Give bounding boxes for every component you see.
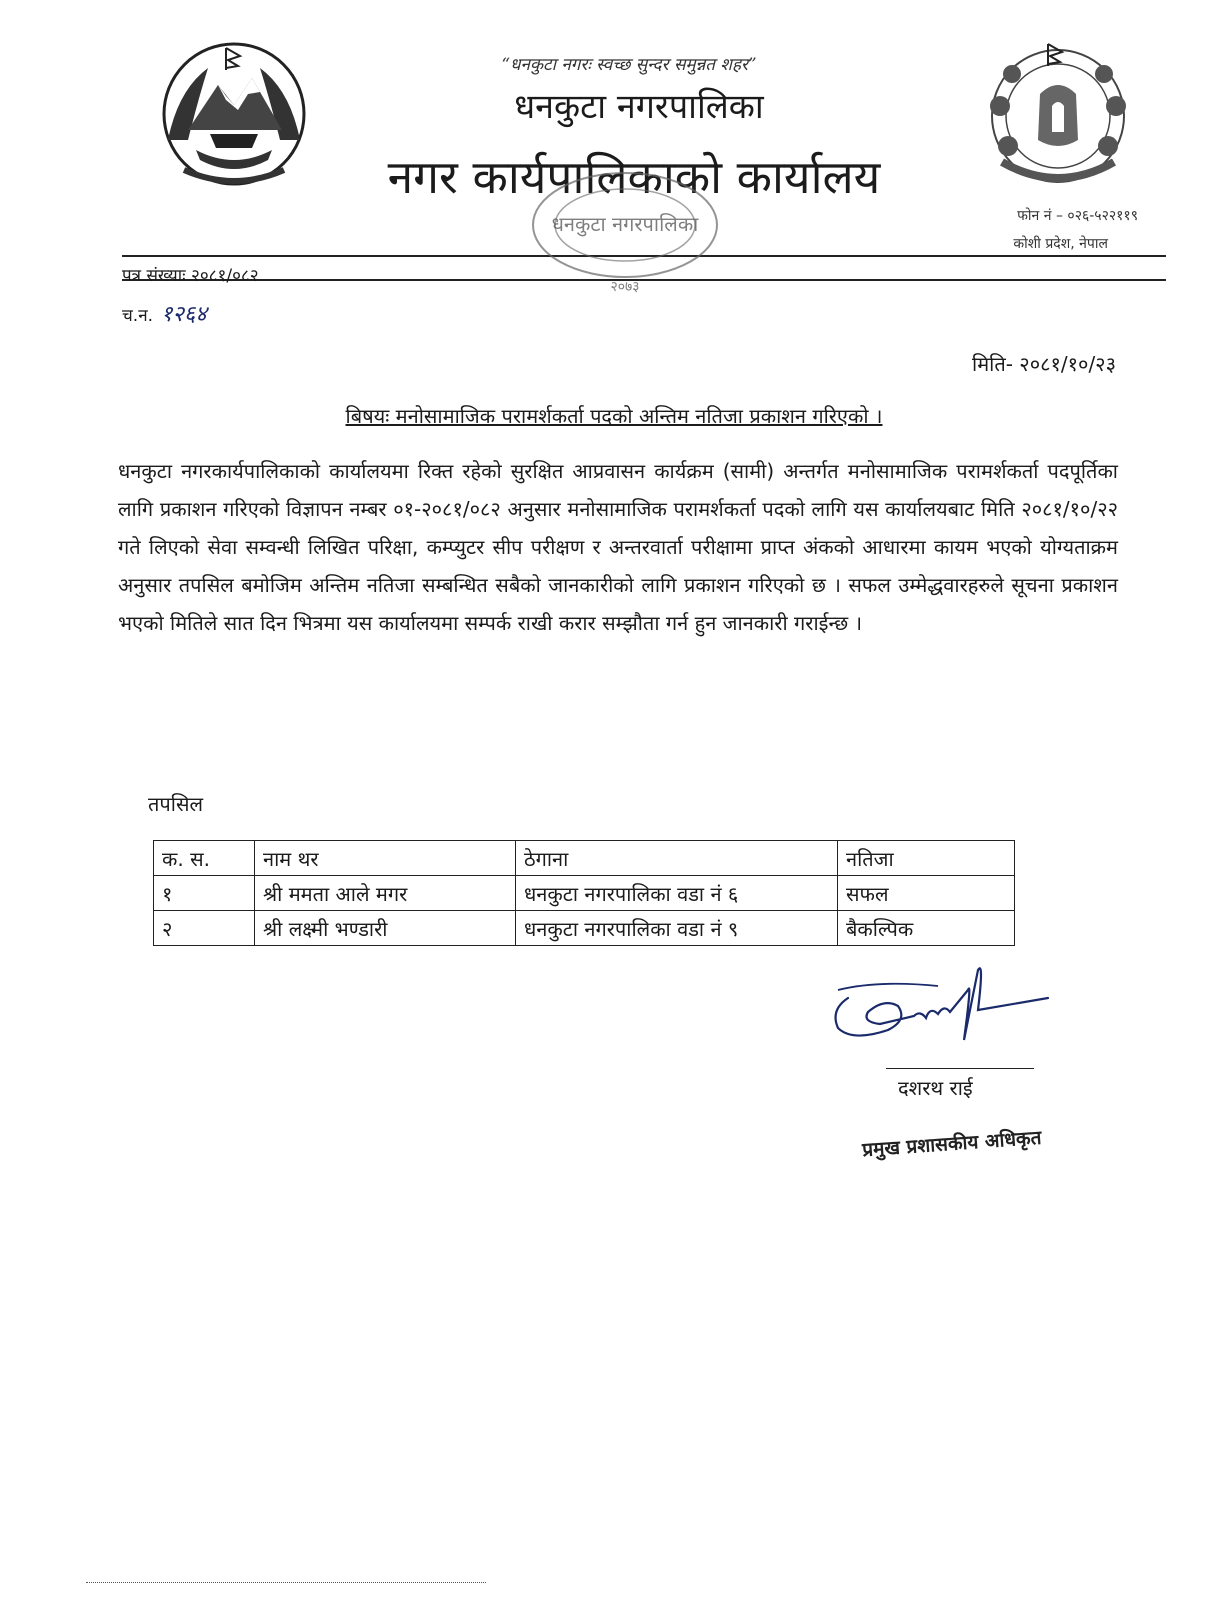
municipality-name: धनकुटा नगरपालिका [514,87,764,127]
cell-serial: २ [154,911,255,946]
office-stamp-icon [520,165,730,315]
col-header-serial: क. स. [154,841,255,876]
cell-result: बैकल्पिक [838,911,1015,946]
table-header-row [154,841,1015,876]
cell-name: श्री ममता आले मगर [255,876,516,911]
signatory-title: प्रमुख प्रशासकीय अधिकृत [861,1126,1043,1162]
dispatch-label: च.न. [122,306,154,326]
details-heading: तपसिल [148,792,204,816]
results-table [153,840,1015,946]
municipality-logo-icon [978,36,1138,192]
cell-serial: १ [154,876,255,911]
letter-number: पत्र संख्याः २०८१/०८२ [122,266,259,286]
stamp-text: धनकुटा नगरपालिका [551,212,699,236]
signature-line [886,1068,1034,1069]
office-name: नगर कार्यपालिकाको कार्यालय [387,150,881,204]
cell-name: श्री लक्ष्मी भण्डारी [255,911,516,946]
phone-number: फोन नं – ०२६-५२२११९ [1017,208,1138,224]
table-row [154,911,1015,946]
cell-address: धनकुटा नगरपालिका वडा नं ६ [516,876,838,911]
cell-result: सफल [838,876,1015,911]
col-header-name: नाम थर [255,841,516,876]
col-header-address: ठेगाना [516,841,838,876]
municipality-motto: “धनकुटा नगरः स्वच्छ सुन्दर समुन्नत शहर” [501,55,757,75]
dispatch-number [122,298,207,328]
table-row [154,876,1015,911]
stamp-year: २०७३ [610,279,640,295]
col-header-result: नतिजा [838,841,1015,876]
signature-icon [818,950,1058,1060]
footer-divider [86,1582,486,1583]
letter-body: धनकुटा नगरकार्यपालिकाको कार्यालयमा रिक्त रहेको सुरक्षित आप्रवासन कार्यक्रम (सामी) अन्तर्गत मनोसामाजिक परामर्शकर्ता पदपूर्तिका लागि प्रकाशन गरिएको विज्ञापन नम्बर ०१-२०८१/०८२ अनुसार मनोसामाजिक परामर्शकर्ता पदको लागि यस कार्यालयबाट मिति २०८१/१०/२२ गते लिएको सेवा सम्वन्धी लिखित परिक्षा, कम्प्युटर सीप परीक्षण र अन्तरवार्ता परीक्षामा प्राप्त अंकको आधारमा कायम भएको योग्यताक्रम अनुसार तपसिल बमोजिम अन्तिम नतिजा सम्बन्धित सबैको जानकारीको लागि प्रकाशन गरिएको छ । सफल उम्मेद्धवारहरुले सूचना प्रकाशन भएको मितिले सात दिन भित्रमा यस कार्यालयमा सम्पर्क राखी करार सम्झौता गर्न हुन जानकारी गराईन्छ । [118,459,1118,635]
province-address: कोशी प्रदेश, नेपाल [1013,236,1108,252]
letter-date: मिति- २०८१/१०/२३ [972,352,1116,376]
cell-address: धनकुटा नगरपालिका वडा नं ९ [516,911,838,946]
signatory-name: दशरथ राई [898,1076,973,1100]
dispatch-number-handwritten: १२६४ [161,302,207,327]
letter-subject: बिषयः मनोसामाजिक परामर्शकर्ता पदको अन्तिम नतिजा प्रकाशन गरिएको । [345,404,883,428]
